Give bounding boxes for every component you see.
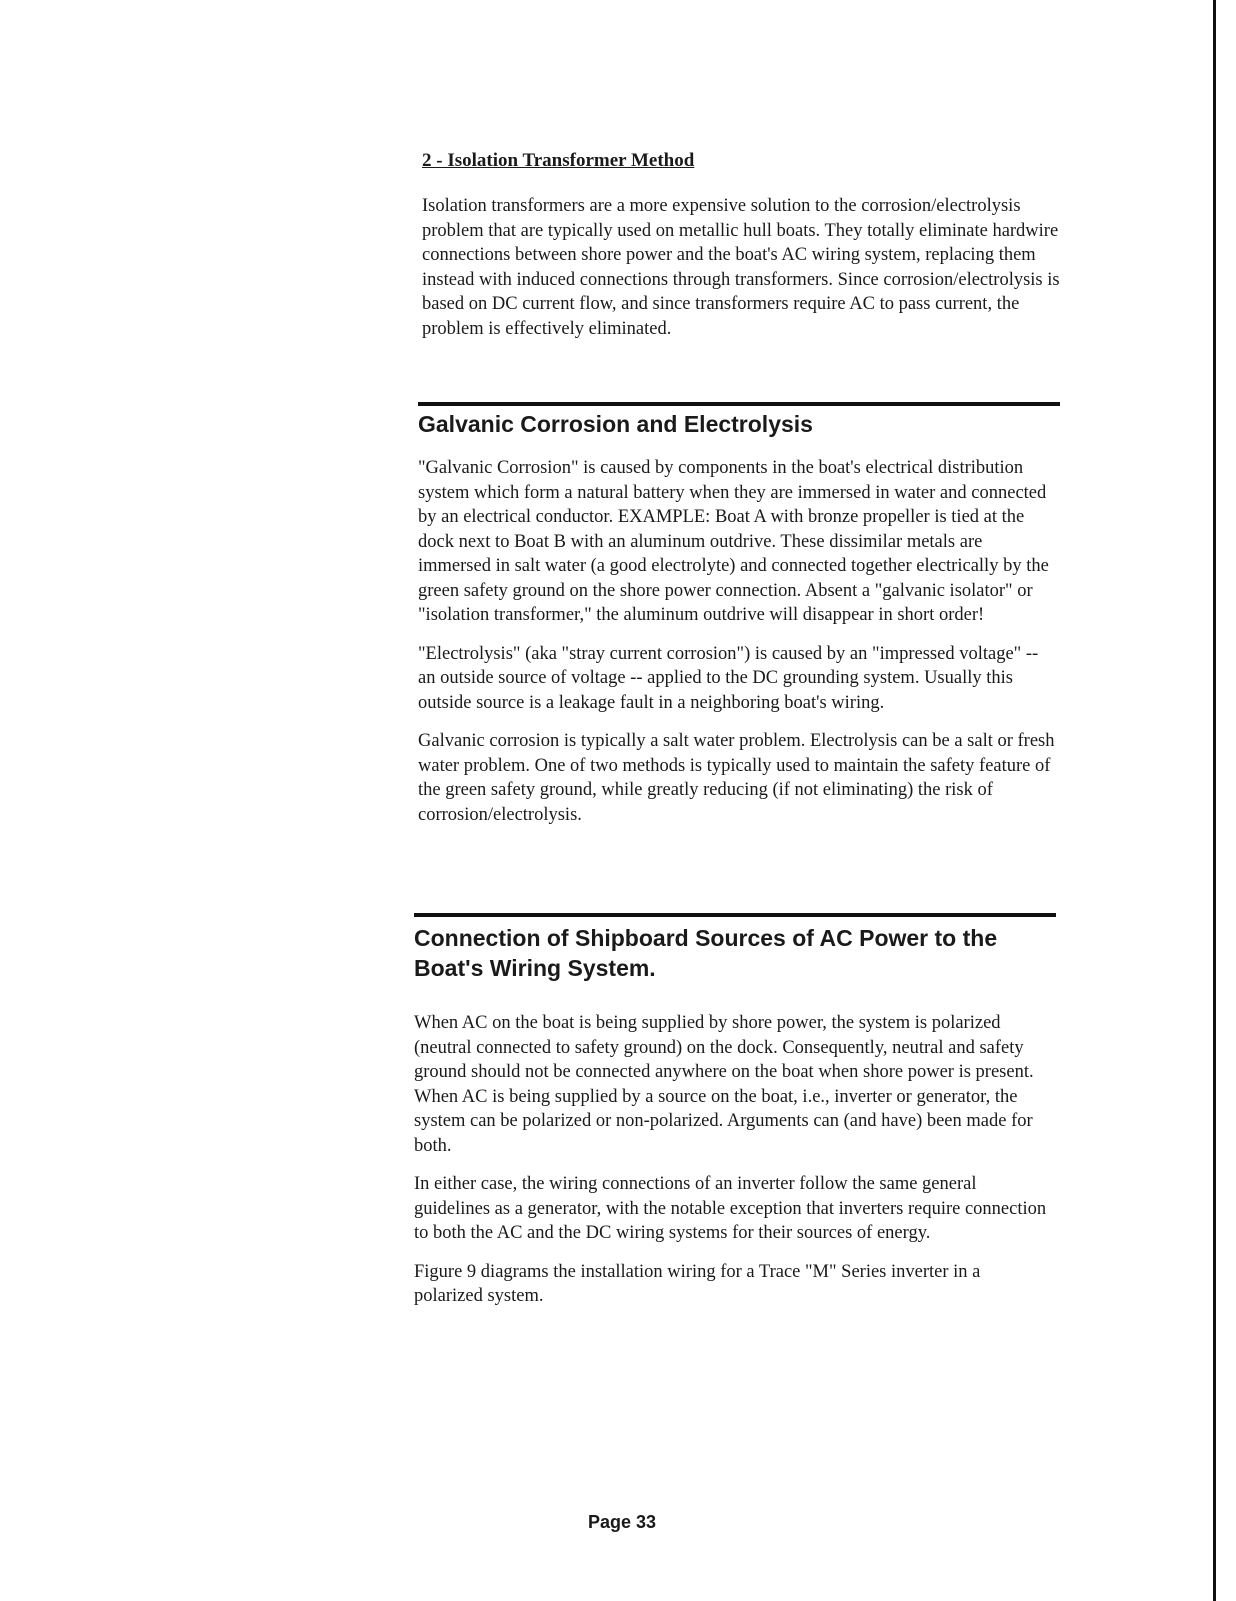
shipboard-paragraph-1: When AC on the boat is being supplied by shore power, the system is polarized (neutral connected to safety ground) on the dock. Consequently, neutral and safety ground should not be connected anywhere on the boat when shore power is present. When AC is being supplied by a source on the boat, i.e., inverter or generator, the system can be polarized or non-polarized. Arguments can (and have) been made for both. xyxy=(414,1013,1034,1156)
section-divider-shipboard xyxy=(414,913,1056,917)
galvanic-corrosion-title: Galvanic Corrosion and Electrolysis xyxy=(418,411,813,437)
page-edge-line xyxy=(1213,0,1216,1601)
shipboard-ac-title xyxy=(414,923,1056,983)
section-divider-galvanic xyxy=(418,402,1060,406)
shipboard-paragraph-3: Figure 9 diagrams the installation wiring for a Trace "M" Series inverter in a polarized system. xyxy=(414,1261,981,1306)
galvanic-paragraph-3: Galvanic corrosion is typically a salt water problem. Electrolysis can be a salt or fresh water problem. One of two methods is typically used to maintain the safety feature of the green safety ground, while greatly reducing (if not eliminating) the risk of corrosion/electrolysis. xyxy=(418,731,1055,825)
page-number: Page 33 xyxy=(587,1512,657,1532)
section-isolation-transformer xyxy=(422,150,1062,341)
galvanic-paragraph-2: "Electrolysis" (aka "stray current corrosion") is caused by an "impressed voltage" -- an outside source of voltage -- applied to the DC grounding system. Usually this outside source is a leakage fault in a neighboring boat's wiring. xyxy=(418,643,1039,713)
section-galvanic-body xyxy=(418,456,1058,827)
galvanic-paragraph-1: "Galvanic Corrosion" is caused by components in the boat's electrical distribution system which form a natural battery when they are immersed in water and connected by an electrical conductor. EXAMPLE: Boat A with bronze propeller is tied at the dock next to Boat B with an aluminum outdrive. These dissimilar metals are immersed in salt water (a good electrolyte) and connected together electrically by the green safety ground on the shore power connection. Absent a "galvanic isolator" or "isolation transformer," the aluminum outdrive will disappear in short order! xyxy=(418,458,1049,625)
shipboard-paragraph-2: In either case, the wiring connections of an inverter follow the same general guidelines as a generator, with the notable exception that inverters require connection to both the AC and the DC wiring systems for their sources of energy. xyxy=(414,1174,1047,1243)
isolation-transformer-heading: 2 - Isolation Transformer Method xyxy=(422,150,695,171)
section-shipboard-body xyxy=(414,1011,1050,1309)
shipboard-ac-title-line-2: Boat's Wiring System. xyxy=(414,955,656,981)
isolation-transformer-paragraph: Isolation transformers are a more expensive solution to the corrosion/electrolysis problem that are typically used on metallic hull boats. They totally eliminate hardwire connections between shore power and the boat's AC wiring system, replacing them instead with induced connections through transformers. Since corrosion/electrolysis is based on DC current flow, and since transformers require AC to pass current, the problem is effectively eliminated. xyxy=(422,196,1060,339)
shipboard-ac-title-line-1: Connection of Shipboard Sources of AC Power to the xyxy=(414,925,998,951)
